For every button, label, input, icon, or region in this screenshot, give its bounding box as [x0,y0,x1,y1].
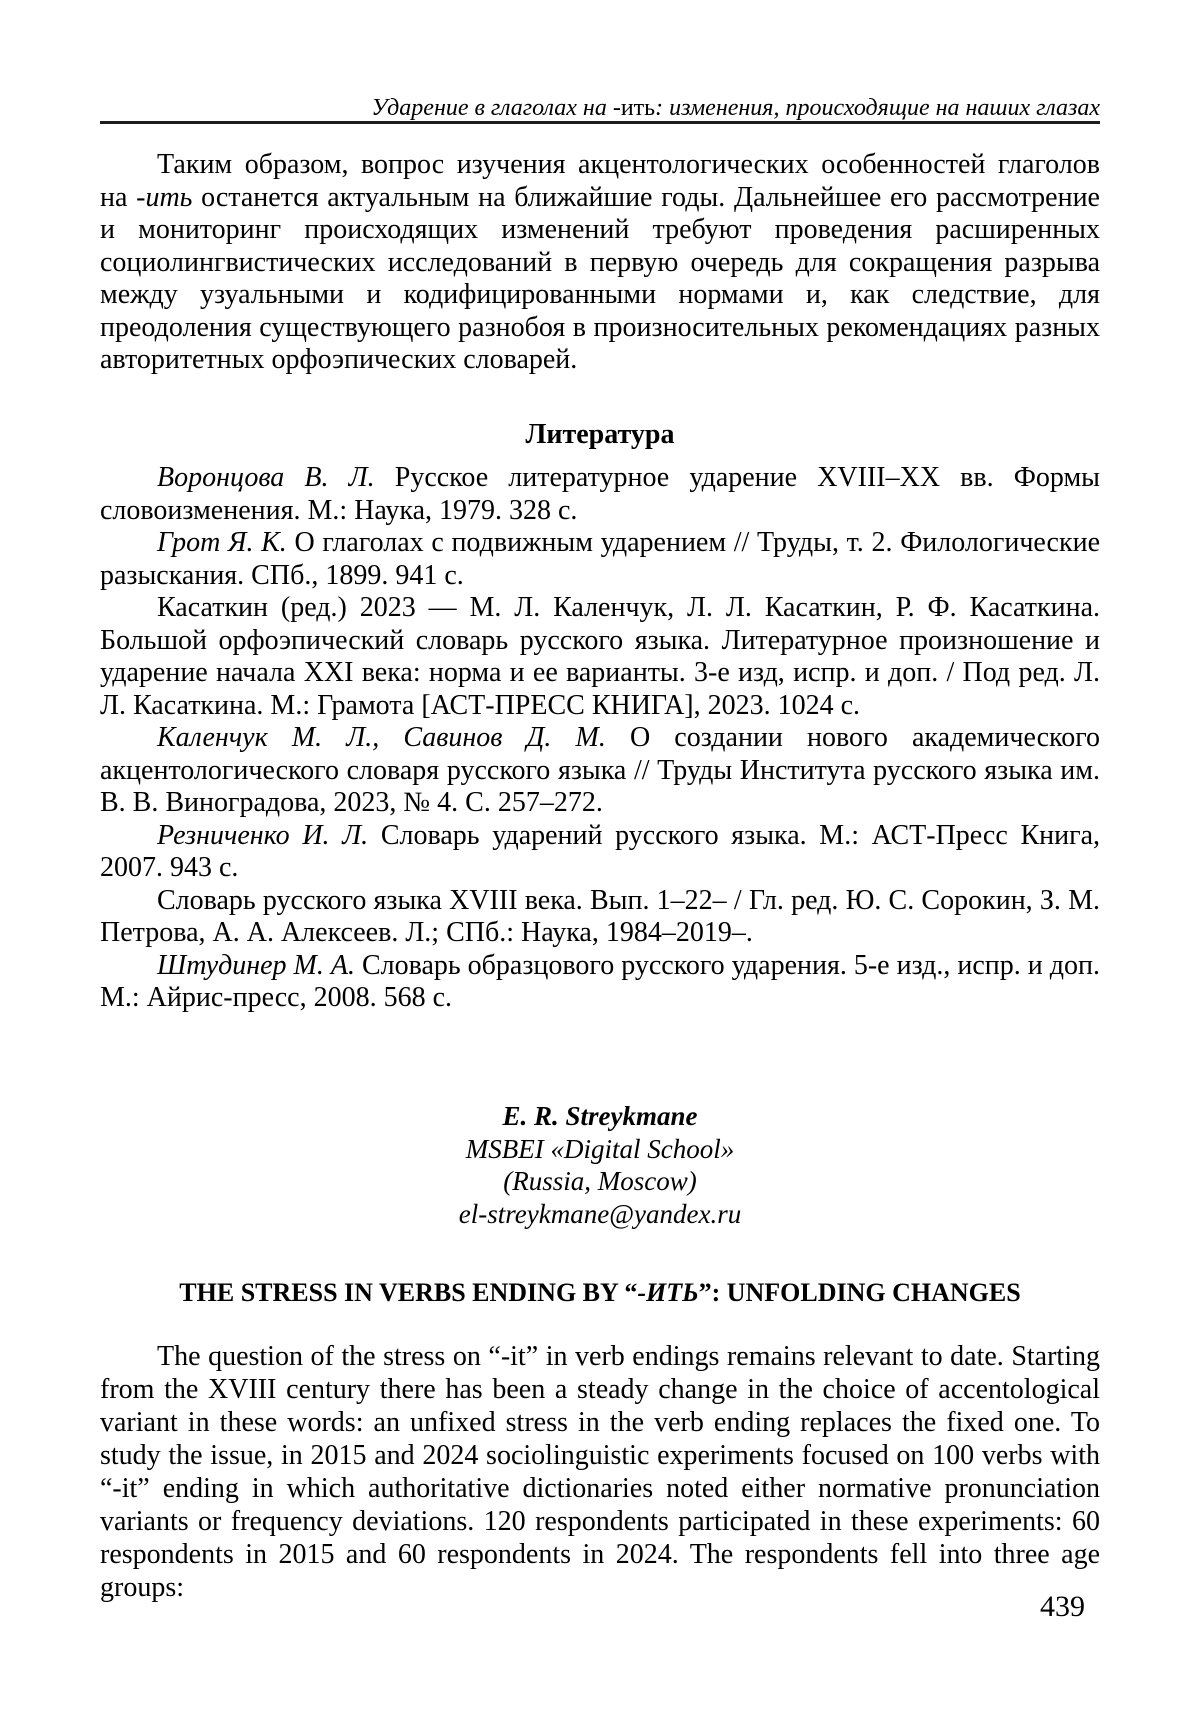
references-list [100,462,1100,1015]
page-number: 439 [1040,1590,1085,1623]
english-title-term: -ИТЬ [637,1278,699,1307]
author-affiliation: MSBEI «Digital School» [465,1133,735,1164]
reference-authors: Грот Я. К. [157,527,287,558]
reference-entry [100,462,1100,527]
author-block [100,1100,1100,1230]
reference-authors: Резниченко И. Л. [157,819,369,851]
reference-entry [100,722,1100,820]
reference-entry [100,885,1100,950]
reference-text: Словарь русского языка XVIII века. Вып. 1–22– / Гл. ред. Ю. С. Сорокин, З. М. Петрова, А. А. Алексеев. Л.; СПб.: Наука, 1984–2019–. [100,884,1100,948]
author-name: E. R. Streykmane [502,1101,698,1131]
intro-term-ity: -ить [136,181,193,213]
author-email: el-streykmane@yandex.ru [458,1198,742,1229]
reference-entry [100,950,1100,1015]
intro-pre: Таким образом, вопрос изучения акцентологических особенностей глаголов на [100,149,1100,213]
header-rule [100,121,1100,124]
english-title-pre: THE STRESS IN VERBS ENDING BY “ [179,1278,638,1307]
author-location: (Russia, Moscow) [503,1166,697,1196]
reference-text: О глаголах с подвижным ударением // Труды, т. 2. Филологические разыскания. СПб., 1899. 941 с. [100,527,1100,591]
english-abstract: The question of the stress on “-it” in verb endings remains relevant to date. Starting from the XVIII century there has been a steady change in the choice of accentological variant in these words: an unfixed stress in the verb ending replaces the fixed one. To study the issue, in 2015 and 2024 sociolinguistic experiments focused on 100 verbs with “-it” ending in which authoritative dictionaries noted either normative pronunciation variants or frequency deviations. 120 respondents participated in these experiments: 60 respondents in 2015 and 60 respondents in 2024. The respondents fell into three age groups: [100,1341,1100,1603]
reference-entry [100,592,1100,722]
reference-authors: Каленчук М. Л., Савинов Д. М. [157,722,606,753]
intro-paragraph [100,149,1100,377]
reference-entry [100,820,1100,885]
reference-authors: Штудинер М. А. [157,949,355,981]
references-heading: Литература [525,419,675,450]
running-head-term: -ить [612,95,656,121]
reference-text: Касаткин (ред.) 2023 — М. Л. Каленчук, Л. Л. Касаткин, Р. Ф. Касаткина. Большой орфоэпический словарь русского языка. Литературное произношение и ударение начала XXI века: норма и ее варианты. 3-е изд, испр. и доп. / Под ред. Л. Л. Касаткина. М.: Грамота [АСТ-ПРЕСС КНИГА], 2023. 1024 с. [100,592,1100,721]
reference-authors: Воронцова В. Л. [157,462,375,493]
english-title [100,1278,1100,1308]
reference-entry [100,527,1100,592]
intro-post: останется актуальным на ближайшие годы. Дальнейшее его рассмотрение и мониторинг происходящих изменений требуют проведения расширенных социолингвистических исследований в первую очередь для сокращения разрыва между узуальными и кодифицированными нормами и, как следствие, для преодоления существующего разнобоя в произносительных рекомендациях разных авторитетных орфоэпических словарей. [100,181,1100,375]
running-head-pre: Ударение в глаголах на [371,95,613,121]
reference-text: О создании нового академического акцентологического словаря русского языка // Труды Института русского языка им. В. В. Виноградова, 2023, № 4. С. 257–272. [100,722,1100,818]
running-head [100,94,1100,122]
reference-text: Русское литературное ударение XVIII–XX вв. Формы словоизменения. М.: Наука, 1979. 328 с. [100,462,1100,526]
english-title-post: ”: UNFOLDING CHANGES [698,1278,1021,1307]
running-head-post: : изменения, происходящие на наших глазах [655,95,1100,121]
reference-text: Словарь образцового русского ударения. 5-е изд., испр. и доп. М.: Айрис-пресс, 2008. 568 с. [100,949,1101,1013]
reference-text: Словарь ударений русского языка. М.: АСТ-Пресс Книга, 2007. 943 с. [100,819,1100,883]
